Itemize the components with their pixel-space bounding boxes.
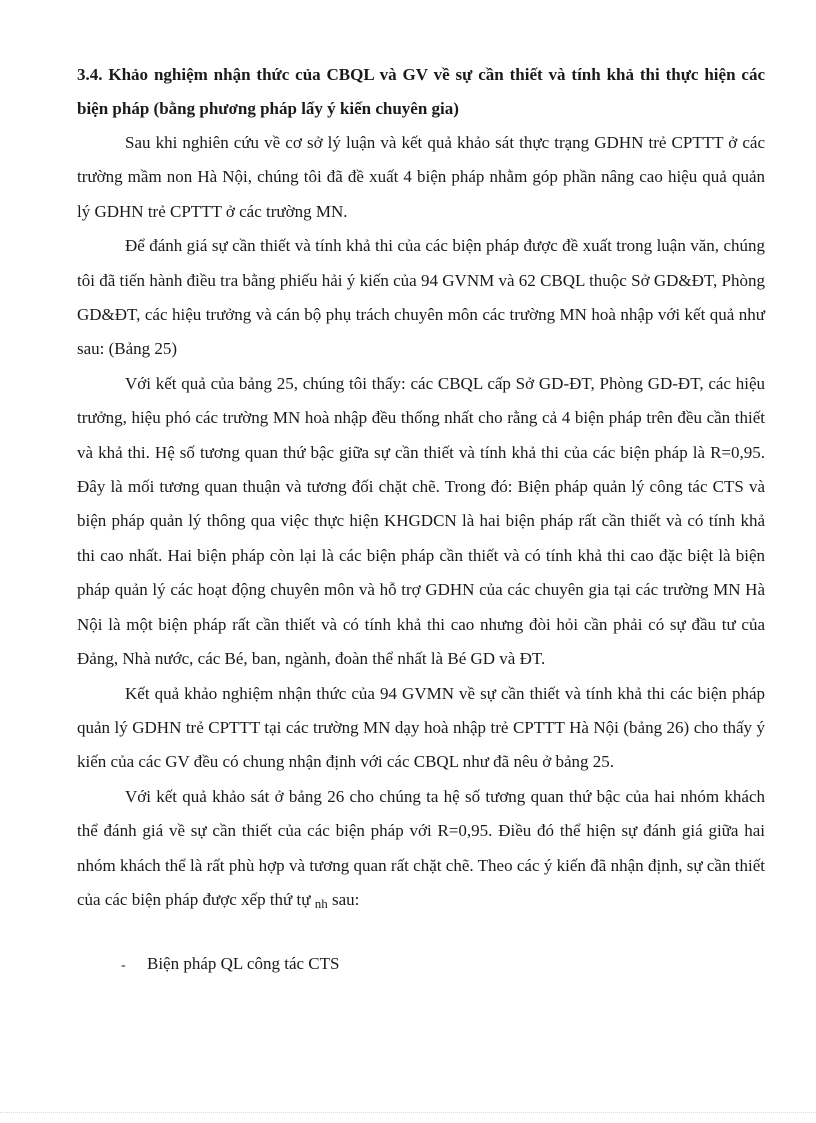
paragraph-4: Kết quả khảo nghiệm nhận thức của 94 GVMN về sự cần thiết và tính khả thi các biện pháp quản lý GDHN trẻ CPTTT tại các trường MN dạy hoà nhập trẻ CPTTT Hà Nội (bảng 26) cho thấy ý kiến của các GV đều có chung nhận định với các CBQL như đã nêu ở bảng 25. (77, 683, 765, 772)
paragraph-5-text: Với kết quả khảo sát ở bảng 26 cho chúng ta hệ số tương quan thứ bậc của hai nhóm khách thể đánh giá về sự cần thiết của các biện pháp với R=0,95. Điều đó thể hiện sự đánh giá giữa hai nhóm khách thể là rất phù hợp và tương quan rất chặt chẽ. Theo các ý kiến đã nhận định, sự cần thiết của các biện pháp được xếp thứ tự (77, 786, 765, 909)
list-item (77, 947, 765, 983)
paragraph-2: Để đánh giá sự cần thiết và tính khả thi của các biện pháp được đề xuất trong luận văn, chúng tôi đã tiến hành điều tra bằng phiếu hải ý kiến của 94 GVNM và 62 CBQL thuộc Sở GD&ĐT, Phòng GD&ĐT, các hiệu trưởng và cán bộ phụ trách chuyên môn các trường MN hoà nhập với kết quả như sau: (Bảng 25) (77, 236, 765, 359)
paragraph-1: Sau khi nghiên cứu về cơ sở lý luận và kết quả khảo sát thực trạng GDHN trẻ CPTTT ở các trường mầm non Hà Nội, chúng tôi đã đề xuất 4 biện pháp nhằm góp phần nâng cao hiệu quả quản lý GDHN trẻ CPTTT ở các trường MN. (77, 133, 765, 221)
paragraph-5-tail: sau: (331, 889, 360, 909)
paragraph-5-subscript: nh (314, 895, 328, 911)
paragraph-3: Với kết quả của bảng 25, chúng tôi thấy: các CBQL cấp Sở GD-ĐT, Phòng GD-ĐT, các hiệu trưởng, hiệu phó các trường MN hoà nhập đều thống nhất cho rằng cả 4 biện pháp trên đều cần thiết và khả thi. Hệ số tương quan thứ bậc giữa sự cần thiết và tính khả thi của các biện pháp là R=0,95. Đây là mối tương quan thuận và tương đối chặt chẽ. Trong đó: Biện pháp quản lý công tác CTS và biện pháp quản lý thông qua việc thực hiện KHGDCN là hai biện pháp rất cần thiết và có tính khả thi cao nhất. Hai biện pháp còn lại là các biện pháp cần thiết và có tính khả thi cao đặc biệt là biện pháp quản lý các hoạt động chuyên môn và hỗ trợ GDHN của các chuyên gia tại các trường MN Hà Nội là một biện pháp rất cần thiết và có tính khả thi cao nhưng đòi hỏi cần phải có sự đầu tư của Đảng, Nhà nước, các Bé, ban, ngành, đoàn thể nhất là Bé GD và ĐT. (77, 373, 765, 669)
document-page (77, 58, 765, 983)
paragraph-5 (77, 780, 765, 922)
section-heading: 3.4. Khảo nghiệm nhận thức của CBQL và GV về sự cần thiết và tính khả thi thực hiện các biện pháp (bằng phương pháp lấy ý kiến chuyên gia) (77, 65, 765, 118)
measure-list (77, 947, 765, 983)
page-footer-divider (0, 1112, 816, 1113)
list-item-text: Biện pháp QL công tác CTS (147, 954, 340, 974)
bullet-dash-icon: - (121, 958, 126, 974)
